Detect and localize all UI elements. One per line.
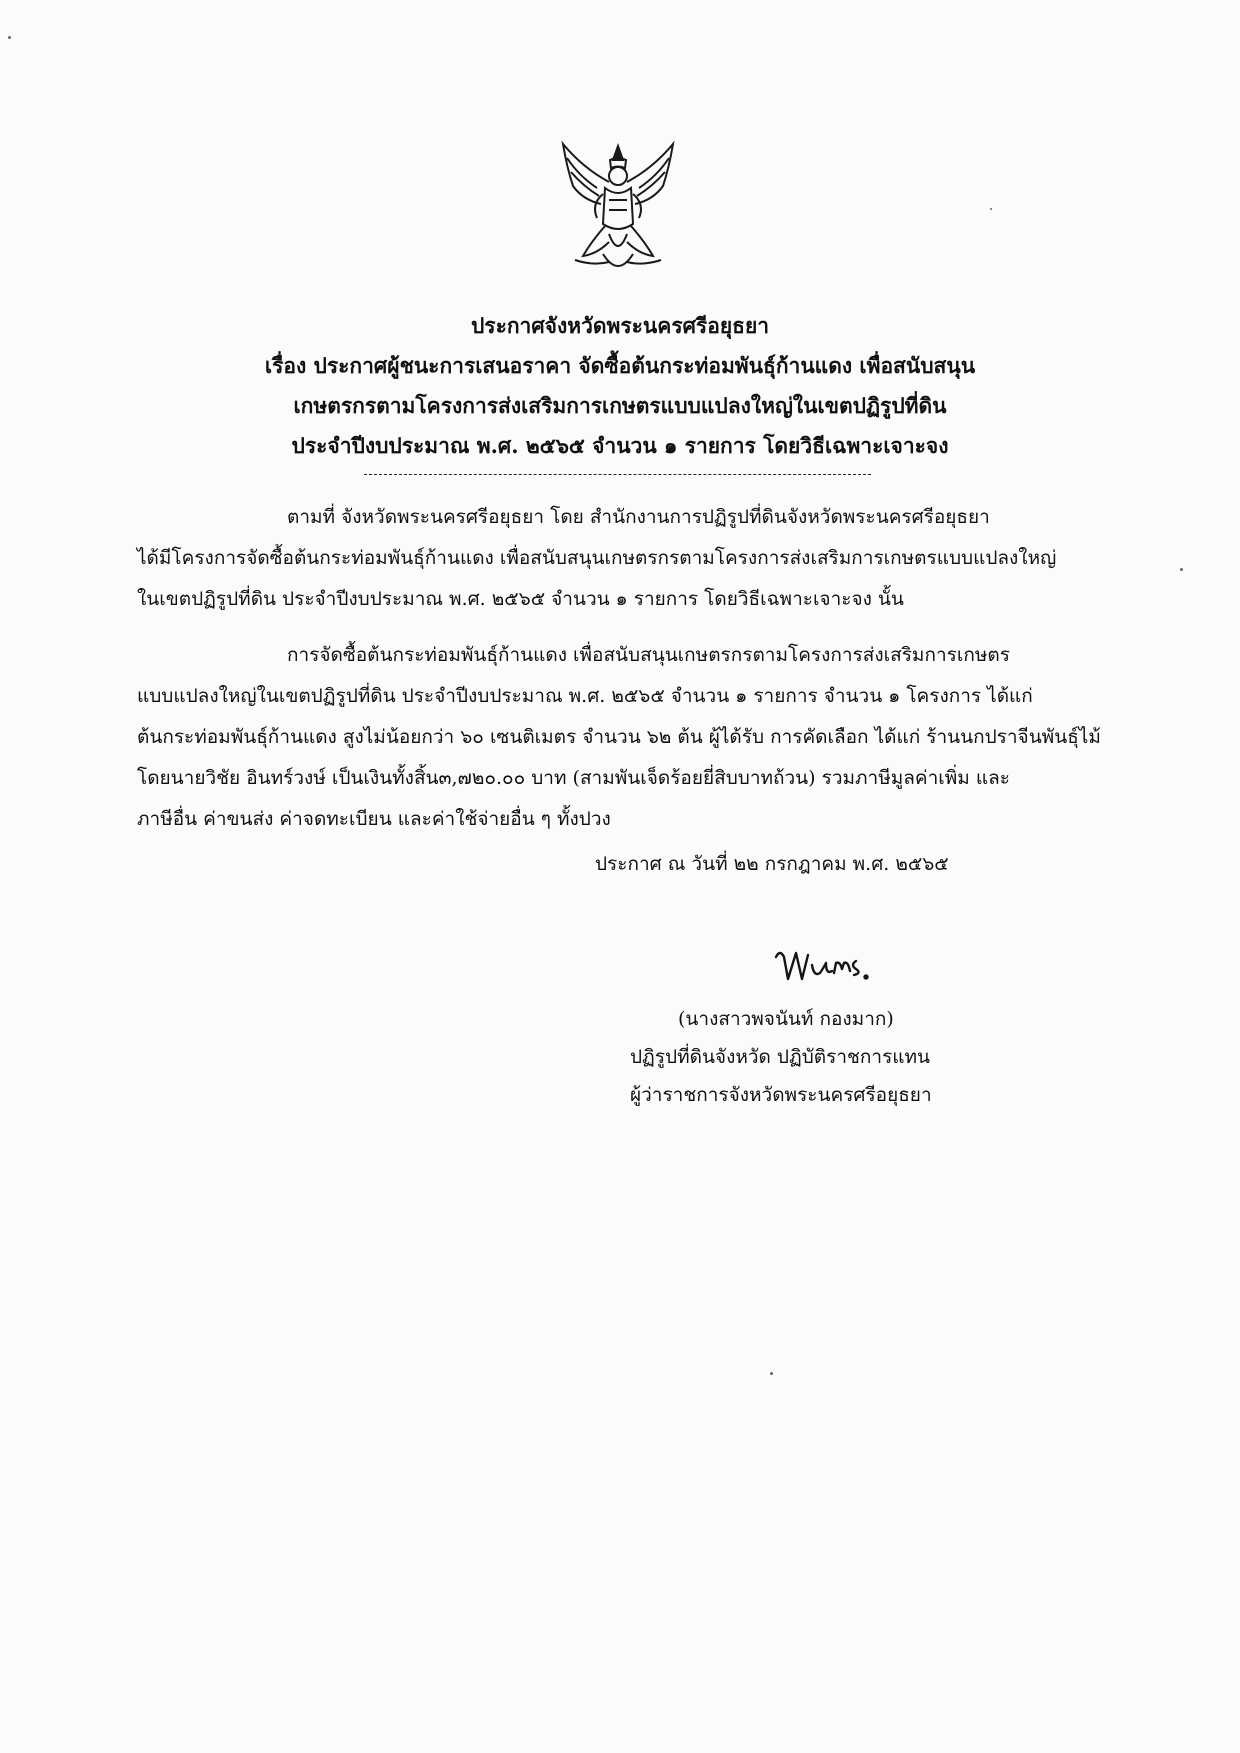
paragraph-line: ตามที่ จังหวัดพระนครศรีอยุธยา โดย สำนักงานการปฏิรูปที่ดินจังหวัดพระนครศรีอยุธยา (287, 506, 990, 528)
scan-speck (990, 208, 992, 210)
paragraph-line: ได้มีโครงการจัดซื้อต้นกระท่อมพันธุ์ก้านแดง เพื่อสนับสนุนเกษตรกรตามโครงการส่งเสริมการเกษตรแบบแปลงใหญ่ (137, 547, 1057, 569)
signer-block (600, 1000, 1000, 1114)
announcement-date: ประกาศ ณ วันที่ ๒๒ กรกฎาคม พ.ศ. ๒๕๖๕ (595, 853, 949, 875)
scan-speck (8, 36, 11, 39)
header-subject: เรื่อง ประกาศผู้ชนะการเสนอราคา จัดซื้อต้นกระท่อมพันธุ์ก้านแดง เพื่อสนับสนุน (264, 353, 976, 378)
scan-speck (1180, 568, 1183, 571)
handwritten-signature (770, 935, 880, 995)
announcement-header (150, 306, 1090, 466)
paragraph-line: ในเขตปฏิรูปที่ดิน ประจำปีงบประมาณ พ.ศ. ๒๕๖๕ จำนวน ๑ รายการ โดยวิธีเฉพาะเจาะจง นั้น (137, 588, 904, 610)
paragraph-background (137, 497, 1109, 620)
paragraph-award (137, 635, 1109, 840)
garuda-emblem-icon (553, 138, 683, 282)
paragraph-line: แบบแปลงใหญ่ในเขตปฏิรูปที่ดิน ประจำปีงบประมาณ พ.ศ. ๒๕๖๕ จำนวน ๑ รายการ จำนวน ๑ โครงการ ได้แก่ (137, 685, 1033, 707)
scan-speck (770, 1372, 773, 1375)
paragraph-line: ต้นกระท่อมพันธุ์ก้านแดง สูงไม่น้อยกว่า ๖๐ เซนติเมตร จำนวน ๖๒ ต้น ผู้ได้รับ การคัดเลือก ได้แก่ ร้านนกปราจีนพันธุ์ไม้ (137, 726, 1101, 748)
paragraph-line: การจัดซื้อต้นกระท่อมพันธุ์ก้านแดง เพื่อสนับสนุนเกษตรกรตามโครงการส่งเสริมการเกษตร (287, 644, 1010, 666)
paragraph-line: โดยนายวิชัย อินทร์วงษ์ เป็นเงินทั้งสิ้น๓,๗๒๐.๐๐ บาท (สามพันเจ็ดร้อยยี่สิบบาทถ้วน) รวมภาษีมูลค่าเพิ่ม และ (137, 767, 1010, 789)
header-fiscal-year: ประจำปีงบประมาณ พ.ศ. ๒๕๖๕ จำนวน ๑ รายการ โดยวิธีเฉพาะเจาะจง (291, 433, 949, 458)
signer-position-governor: ผู้ว่าราชการจังหวัดพระนครศรีอยุธยา (630, 1084, 932, 1106)
header-title: ประกาศจังหวัดพระนครศรีอยุธยา (470, 313, 770, 338)
signer-position: ปฏิรูปที่ดินจังหวัด ปฏิบัติราชการแทน (630, 1046, 931, 1068)
paragraph-line: ภาษีอื่น ค่าขนส่ง ค่าจดทะเบียน และค่าใช้จ่ายอื่น ๆ ทั้งปวง (137, 808, 611, 830)
header-divider (364, 474, 871, 475)
header-subject-cont: เกษตรกรตามโครงการส่งเสริมการเกษตรแบบแปลงใหญ่ในเขตปฏิรูปที่ดิน (293, 393, 947, 418)
signer-name: (นางสาวพจนันท์ กองมาก) (678, 1008, 894, 1030)
